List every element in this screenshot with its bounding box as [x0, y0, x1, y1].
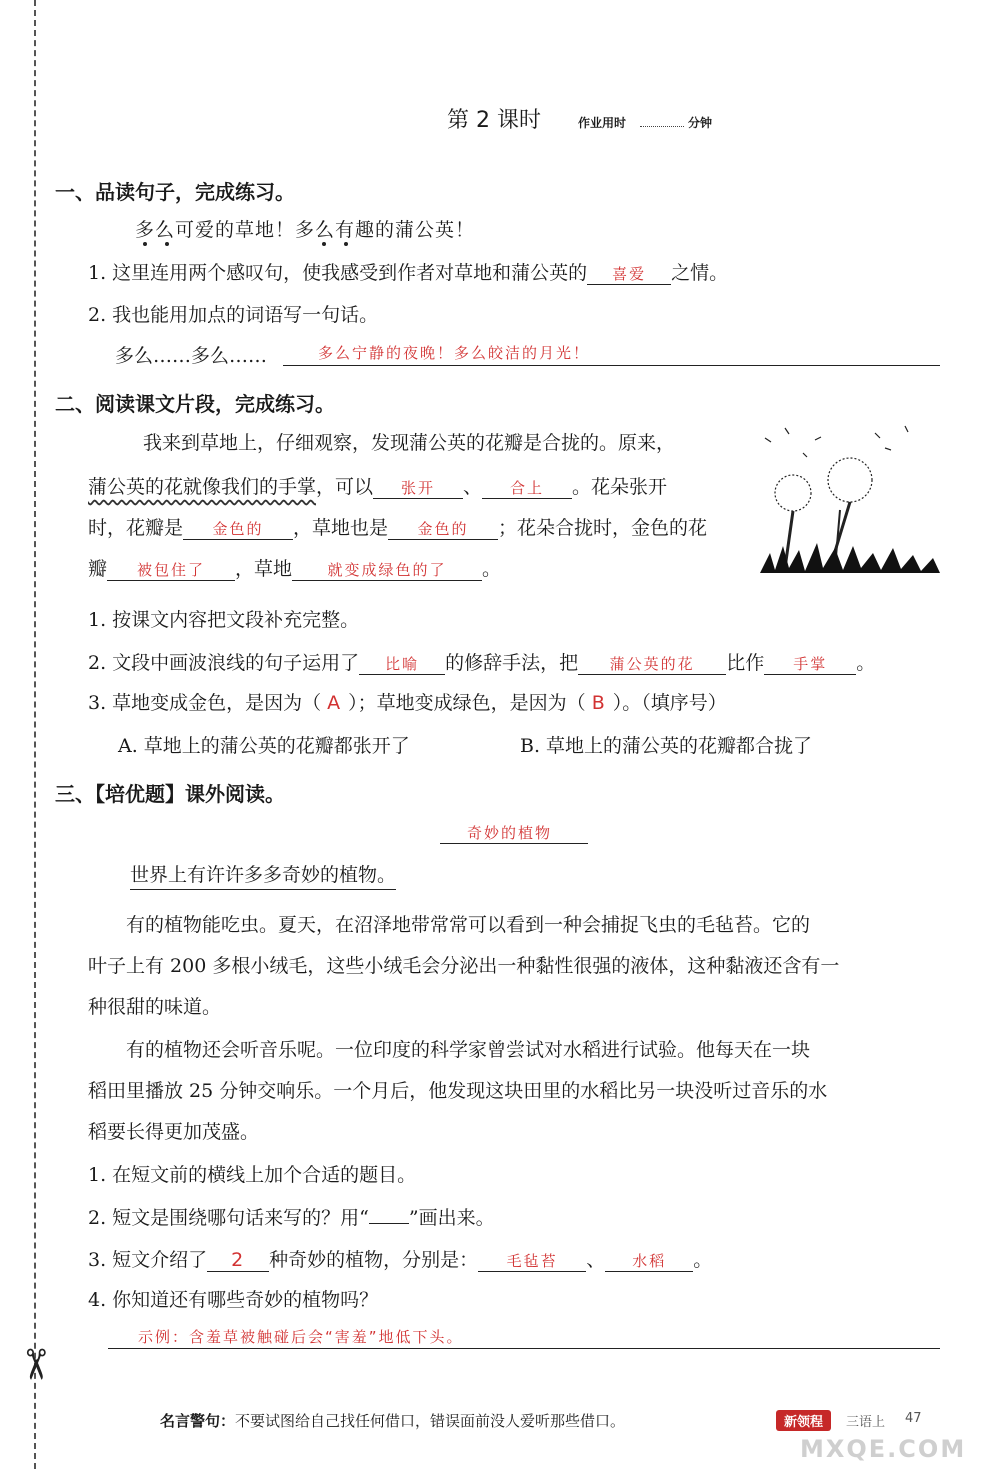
s1-question-2: 2. 我也能用加点的词语写一句话。 — [88, 304, 379, 326]
s1-q2-prefix: 多么……多么…… — [115, 345, 268, 367]
s3-question-3: 3. 短文介绍了 2 种奇妙的植物，分别是： 毛毡苔 、 水稻 。 — [88, 1249, 713, 1271]
emphasis-dot — [165, 242, 169, 246]
answer-line[interactable] — [108, 1348, 940, 1349]
footer-text: 不要试图给自己找任何借口，错误面前没人爱听那些借口。 — [235, 1412, 626, 1430]
emphasis-dot — [143, 242, 147, 246]
answer-blank[interactable]: 蒲公英的花 — [578, 652, 726, 675]
wavy-sentence: 蒲公英的花就像我们的手掌 — [88, 476, 317, 498]
section-2-title: 二、阅读课文片段，完成练习。 — [55, 392, 335, 416]
underline-sample — [369, 1223, 409, 1224]
story-paragraph-1: 有的植物能吃虫。夏天，在沼泽地带常常可以看到一种会捕捉飞虫的毛毡苔。它的 叶子上有 200 多根小绒毛，这些小绒毛会分泌出一种黏性很强的液体，这种黏液还含有一 种很甜的味道。 — [88, 914, 840, 1018]
passage-line-1: 我来到草地上，仔细观察，发现蒲公英的花瓣是合拢的。原来， — [143, 432, 676, 454]
answer-blank[interactable]: 金色的 — [388, 517, 498, 540]
s3-question-2: 2. 短文是围绕哪句话来写的？用“ ”画出来。 — [88, 1207, 495, 1229]
passage-line-4: 瓣 被包住了 ，草地 就变成绿色的了 。 — [88, 558, 502, 580]
s2-question-3: 3. 草地变成金色，是因为（ A ）；草地变成绿色，是因为（ B ）。（填序号） — [88, 692, 727, 714]
answer-blank[interactable]: 合上 — [482, 476, 572, 499]
answer-blank[interactable]: 喜爱 — [587, 262, 671, 285]
passage-line-3: 时，花瓣是 金色的 ，草地也是 金色的 ；花朵合拢时，金色的花 — [88, 517, 708, 539]
option-a: A. 草地上的蒲公英的花瓣都张开了 — [118, 735, 410, 757]
answer-choice[interactable]: A — [327, 692, 343, 714]
answer-blank[interactable]: 水稻 — [605, 1249, 693, 1272]
s1-q1-text: 1. 这里连用两个感叹句，使我感受到作者对草地和蒲公英的 — [88, 262, 588, 284]
s3-question-4: 4. 你知道还有哪些奇妙的植物吗？ — [88, 1289, 379, 1311]
title-line[interactable] — [440, 843, 588, 844]
story-paragraph-2: 有的植物还会听音乐呢。一位印度的科学家曾尝试对水稻进行试验。他每天在一块 稻田里播放 25 分钟交响乐。一个月后，他发现这块田里的水稻比另一块没听过音乐的水 稻要长得更加茂盛。 — [88, 1039, 828, 1143]
s1-q1-suffix: 之情。 — [671, 262, 729, 284]
emphasis-dot — [344, 242, 348, 246]
time-unit: 分钟 — [688, 116, 713, 130]
time-field[interactable] — [640, 126, 684, 127]
s1-question-1 — [88, 258, 728, 285]
s2-question-2: 2. 文段中画波浪线的句子运用了 比喻 的修辞手法，把 蒲公英的花 比作 手掌 。 — [88, 652, 876, 674]
answer-choice[interactable]: B — [591, 692, 607, 714]
watermark: MXQE.COM — [800, 1435, 967, 1463]
emphasis-dot — [322, 242, 326, 246]
answer-blank[interactable]: 手掌 — [764, 652, 856, 675]
answer-blank[interactable]: 毛毡苔 — [478, 1249, 586, 1272]
lesson-title: 第 2 课时 — [447, 108, 541, 133]
section-3-title: 三、【培优题】课外阅读。 — [55, 782, 285, 806]
scissors-icon: ✂ — [11, 1346, 61, 1383]
s3-q4-answer: 示例：含羞草被触碰后会“害羞”地低下头。 — [138, 1328, 464, 1346]
s3-question-1: 1. 在短文前的横线上加个合适的题目。 — [88, 1164, 417, 1186]
answer-blank[interactable]: 被包住了 — [107, 558, 235, 581]
brand-badge: 新领程 — [776, 1410, 831, 1431]
page-number: 47 — [905, 1411, 922, 1426]
answer-blank[interactable]: 张开 — [373, 476, 463, 499]
quote-sentence: 多么可爱的草地！多么有趣的蒲公英！ — [135, 219, 476, 241]
passage-line-2: 蒲公英的花就像我们的手掌，可以 张开 、 合上 。花朵张开 — [88, 476, 668, 498]
answer-line[interactable] — [283, 365, 940, 366]
answer-blank[interactable]: 金色的 — [183, 517, 293, 540]
cut-guide-line — [34, 0, 36, 1469]
subject-label: 三语上 — [846, 1415, 886, 1430]
section-1-title: 一、品读句子，完成练习。 — [55, 180, 295, 204]
footer-label: 名言警句： — [160, 1412, 236, 1430]
answer-blank[interactable]: 2 — [207, 1249, 269, 1272]
tag-label: 培优题 — [105, 782, 165, 806]
footer-quote — [160, 1410, 625, 1431]
answer-blank[interactable]: 就变成绿色的了 — [292, 558, 482, 581]
time-label: 作业用时 — [578, 116, 627, 130]
option-b: B. 草地上的蒲公英的花瓣都合拢了 — [520, 735, 813, 757]
s2-question-1: 1. 按课文内容把文段补充完整。 — [88, 609, 360, 631]
dandelion-illustration — [755, 418, 945, 578]
answer-blank[interactable]: 比喻 — [359, 652, 445, 675]
story-title: 奇妙的植物 — [467, 824, 553, 842]
s1-q2-answer: 多么宁静的夜晚！多么皎洁的月光！ — [318, 344, 591, 362]
lead-sentence: 世界上有许许多多奇妙的植物。 — [130, 860, 396, 890]
